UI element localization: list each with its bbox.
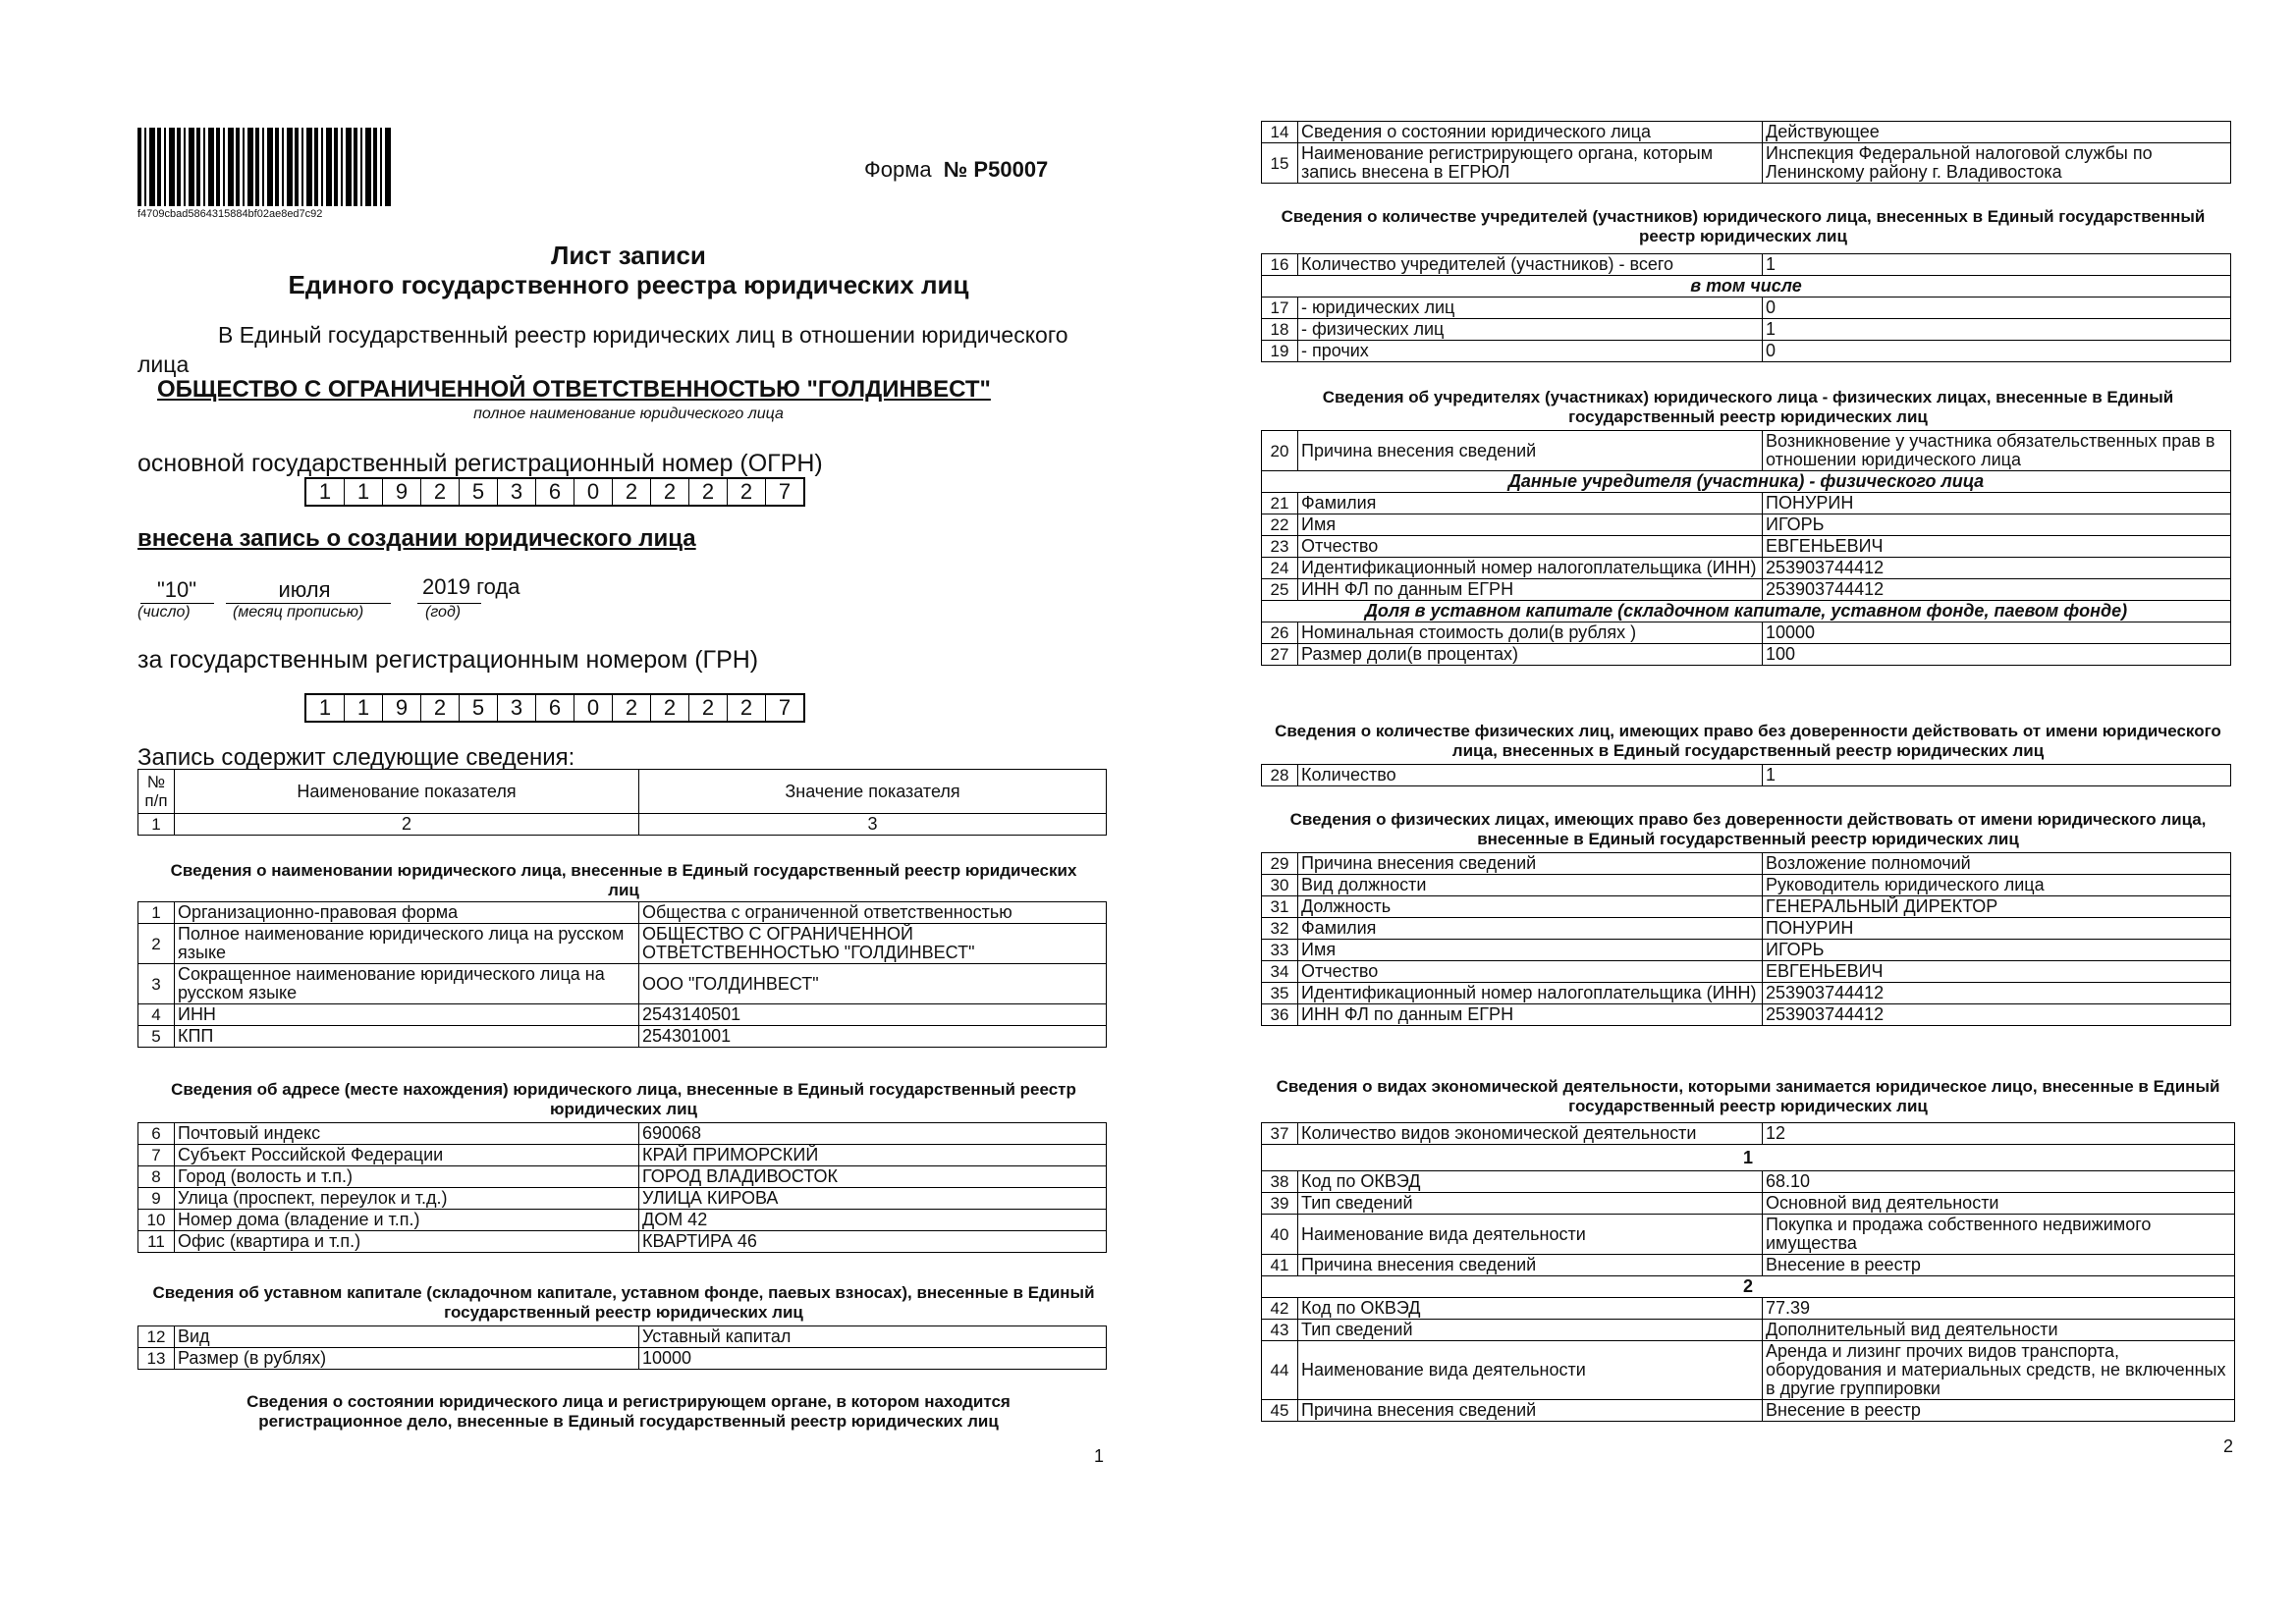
row-value: УЛИЦА КИРОВА (639, 1188, 1107, 1210)
section-reps-count-title: Сведения о количестве физических лиц, имеющих право без доверенности действовать от имени юридического лица, внесенных в Единый государственный реестр юридических лиц (1275, 722, 2221, 760)
capital-table (137, 1325, 1107, 1370)
row-label: Вид (175, 1326, 639, 1348)
row-value: 10000 (1763, 622, 2231, 644)
digit: 0 (574, 695, 613, 721)
share-label: Доля в уставном капитале (складочном капитале, уставном фонде, паевом фонде) (1262, 601, 2231, 622)
row-number: 43 (1262, 1320, 1298, 1341)
row-number: 33 (1262, 940, 1298, 961)
table-row (1262, 558, 2231, 579)
digit: 7 (778, 695, 792, 720)
row-label: Размер доли(в процентах) (1298, 644, 1763, 666)
row-value: 10000 (639, 1348, 1107, 1370)
row-value: ПОНУРИН (1763, 493, 2231, 514)
founder-data-label: Данные учредителя (участника) - физического лица (1262, 471, 2231, 493)
table-row (138, 924, 1107, 964)
header-value: Значение показателя (639, 770, 1107, 814)
table-row (1262, 644, 2231, 666)
row-value: Уставный капитал (639, 1326, 1107, 1348)
row-label: Фамилия (1298, 918, 1763, 940)
table-row (138, 1348, 1107, 1370)
row-number: 36 (1262, 1004, 1298, 1026)
row-label: ИНН (175, 1004, 639, 1026)
date-year: 2019 года (422, 574, 520, 599)
row-value: 253903744412 (1763, 558, 2231, 579)
table-row (1262, 536, 2231, 558)
row-value: 253903744412 (1763, 579, 2231, 601)
row-number: 7 (138, 1145, 175, 1166)
row-number: 41 (1262, 1255, 1298, 1276)
table-row (1262, 918, 2231, 940)
row-value: Дополнительный вид деятельности (1763, 1320, 2235, 1341)
section-address-title: Сведения об адресе (месте нахождения) юридического лица, внесенные в Единый государственный реестр юридических лиц (171, 1080, 1076, 1118)
digit: 3 (498, 695, 536, 721)
digit: 5 (460, 695, 498, 721)
row-value: Возложение полномочий (1763, 853, 2231, 875)
table-row (138, 1026, 1107, 1048)
row-value: КРАЙ ПРИМОРСКИЙ (639, 1145, 1107, 1166)
row-number: 31 (1262, 896, 1298, 918)
row-label: Полное наименование юридического лица на русском языке (175, 924, 639, 964)
row-number: 10 (138, 1210, 175, 1231)
table-row (1262, 961, 2231, 983)
table-row (1262, 875, 2231, 896)
row-value: 77.39 (1763, 1298, 2235, 1320)
row-number: 18 (1262, 319, 1298, 341)
row-value: 1 (1763, 319, 2231, 341)
row-value: 254301001 (639, 1026, 1107, 1048)
row-label: - физических лиц (1298, 319, 1763, 341)
row-value: ОБЩЕСТВО С ОГРАНИЧЕННОЙ ОТВЕТСТВЕННОСТЬЮ "ГОЛДИНВЕСТ" (639, 924, 1107, 964)
row-label: Организационно-правовая форма (175, 902, 639, 924)
row-label: Фамилия (1298, 493, 1763, 514)
digit: 2 (689, 479, 728, 505)
row-value: 0 (1763, 298, 2231, 319)
section-reps-title: Сведения о физических лицах, имеющих право без доверенности действовать от имени юридического лица, внесенные в Единый государственный реестр юридических лиц (1289, 810, 2207, 848)
table-row (1262, 622, 2231, 644)
form-number: Форма № Р50007 (864, 157, 1049, 182)
table-row (1262, 1400, 2235, 1422)
ogrn-label: основной государственный регистрационный номер (ОГРН) (137, 450, 823, 477)
okved-table: 37 Количество видов экономической деятельности 12 1 38 Код по ОКВЭД 68.10 39 Тип сведений Основной вид деятельности 40 Наименование вида деятельности Покупка и продажа собственного недвижимого имущества 41 Причина внесения сведений Внесение в реестр 2 42 Код по ОКВЭД 77.39 43 Тип сведений Дополнительный вид деятельности 44 Наименование вида деятельности Аренда и лизинг прочих видов транспорта, оборудования и материальных средств, не включенных в другие группировки 45 Причина внесения сведений Внесение в реестр (1261, 1122, 2235, 1422)
row-value: Действующее (1763, 122, 2231, 143)
table-row (1262, 514, 2231, 536)
row-label: Отчество (1298, 536, 1763, 558)
name-table (137, 901, 1107, 1048)
title-1: Лист записи (551, 241, 706, 270)
table-row (138, 902, 1107, 924)
row-label: Номинальная стоимость доли(в рублях ) (1298, 622, 1763, 644)
digit: 9 (383, 695, 421, 721)
row-number: 15 (1262, 143, 1298, 184)
row-label: - юридических лиц (1298, 298, 1763, 319)
row-number: 5 (138, 1026, 175, 1048)
table-row (1262, 122, 2231, 143)
row-number: 3 (138, 964, 175, 1004)
row-number: 12 (138, 1326, 175, 1348)
table-row (1262, 1171, 2235, 1193)
table-row (1262, 1193, 2235, 1215)
page-number-2: 2 (2223, 1436, 2234, 1456)
row-value: ЕВГЕНЬЕВИЧ (1763, 536, 2231, 558)
row-label: Наименование вида деятельности (1298, 1215, 1763, 1255)
address-table (137, 1122, 1107, 1253)
intro-1: В Единый государственный реестр юридических лиц в отношении юридического (218, 322, 1068, 348)
row-label: Сведения о состоянии юридического лица (1298, 122, 1763, 143)
grn-label: за государственным регистрационным номером (ГРН) (137, 646, 759, 674)
state-table (1261, 121, 2231, 184)
row-number: 35 (1262, 983, 1298, 1004)
row-value: ИГОРЬ (1763, 940, 2231, 961)
row-number: 4 (138, 1004, 175, 1026)
row-value: Покупка и продажа собственного недвижимого имущества (1763, 1215, 2235, 1255)
row-label: Размер (в рублях) (175, 1348, 639, 1370)
digit: 2 (651, 479, 689, 505)
row-value: ПОНУРИН (1763, 918, 2231, 940)
row-value: 2543140501 (639, 1004, 1107, 1026)
digit: 9 (383, 479, 421, 505)
row-label: Город (волость и т.п.) (175, 1166, 639, 1188)
table-row (1262, 143, 2231, 184)
table-row (1262, 896, 2231, 918)
digit: 7 (778, 479, 792, 504)
row-number: 24 (1262, 558, 1298, 579)
digit: 2 (613, 479, 651, 505)
founders-count-table: 16 Количество учредителей (участников) - всего 1 в том числе 17 - юридических лиц 0 18 - физических лиц 1 19 - прочих 0 (1261, 253, 2231, 362)
day-caption: (число) (137, 604, 191, 621)
row-number: 23 (1262, 536, 1298, 558)
table-row (1262, 1320, 2235, 1341)
section-founders-title: Сведения об учредителях (участниках) юридического лица - физических лицах, внесенные в Единый государственный реестр юридических лиц (1322, 388, 2174, 426)
row-number: 39 (1262, 1193, 1298, 1215)
row-number: 26 (1262, 622, 1298, 644)
company-caption: полное наименование юридического лица (473, 406, 784, 422)
section-okved-title: Сведения о видах экономической деятельности, которыми занимается юридическое лицо, внесенные в Единый государственный реестр юридических лиц (1276, 1077, 2220, 1115)
row-label: Тип сведений (1298, 1320, 1763, 1341)
table-row (138, 1326, 1107, 1348)
row-label: Улица (проспект, переулок и т.д.) (175, 1188, 639, 1210)
row-value: 690068 (639, 1123, 1107, 1145)
row-label: - прочих (1298, 341, 1763, 362)
reps-count-table: 28 Количество 1 (1261, 764, 2231, 786)
row-label: Идентификационный номер налогоплательщика (ИНН) (1298, 983, 1763, 1004)
row-number: 9 (138, 1188, 175, 1210)
row-value: Аренда и лизинг прочих видов транспорта, оборудования и материальных средств, не включенных в другие группировки (1763, 1341, 2235, 1400)
row-number: 17 (1262, 298, 1298, 319)
row-value: Внесение в реестр (1763, 1255, 2235, 1276)
row-label: Офис (квартира и т.п.) (175, 1231, 639, 1253)
table-row (138, 964, 1107, 1004)
row-number: 42 (1262, 1298, 1298, 1320)
digit: 2 (689, 695, 728, 721)
row-number: 6 (138, 1123, 175, 1145)
row-value: 253903744412 (1763, 983, 2231, 1004)
row-label: Идентификационный номер налогоплательщика (ИНН) (1298, 558, 1763, 579)
row-label: Отчество (1298, 961, 1763, 983)
digit: 3 (498, 479, 536, 505)
digit: 1 (306, 479, 345, 505)
header-table: № п/п Наименование показателя Значение показателя 1 2 3 (137, 769, 1107, 836)
record-created: внесена запись о создании юридического лица (137, 525, 696, 552)
row-label: Имя (1298, 514, 1763, 536)
row-number: 25 (1262, 579, 1298, 601)
table-row (1262, 1004, 2231, 1026)
row-value: Общества с ограниченной ответственностью (639, 902, 1107, 924)
header-name: Наименование показателя (175, 770, 639, 814)
table-row (138, 1166, 1107, 1188)
year-caption: (год) (425, 604, 462, 621)
row-value: ИГОРЬ (1763, 514, 2231, 536)
table-row (1262, 579, 2231, 601)
digit: 2 (728, 479, 766, 505)
table-row (1262, 1255, 2235, 1276)
row-number: 11 (138, 1231, 175, 1253)
row-number: 34 (1262, 961, 1298, 983)
row-label: Имя (1298, 940, 1763, 961)
date-month: июля (278, 577, 331, 602)
row-number: 2 (138, 924, 175, 964)
row-number: 1 (138, 902, 175, 924)
table-row (1262, 298, 2231, 319)
row-value: Основной вид деятельности (1763, 1193, 2235, 1215)
table-row (138, 1231, 1107, 1253)
row-label: Причина внесения сведений (1298, 853, 1763, 875)
row-label: Наименование вида деятельности (1298, 1341, 1763, 1400)
row-label: Почтовый индекс (175, 1123, 639, 1145)
section-founders-count-title: Сведения о количестве учредителей (участников) юридического лица, внесенных в Единый государственный реестр юридических лиц (1281, 207, 2206, 245)
title-2: Единого государственного реестра юридических лиц (288, 270, 969, 299)
including-label: в том числе (1262, 276, 2231, 298)
row-value: ГЕНЕРАЛЬНЫЙ ДИРЕКТОР (1763, 896, 2231, 918)
row-label: КПП (175, 1026, 639, 1048)
row-label: Субъект Российской Федерации (175, 1145, 639, 1166)
row-label: Причина внесения сведений (1298, 1255, 1763, 1276)
row-number: 13 (138, 1348, 175, 1370)
ogrn-digits (304, 477, 805, 507)
digit: 1 (345, 479, 383, 505)
row-value: Руководитель юридического лица (1763, 875, 2231, 896)
digit: 1 (306, 695, 345, 721)
month-caption: (месяц прописью) (233, 604, 364, 621)
row-number: 21 (1262, 493, 1298, 514)
row-number: 38 (1262, 1171, 1298, 1193)
row-label: Код по ОКВЭД (1298, 1171, 1763, 1193)
row-number: 14 (1262, 122, 1298, 143)
row-label: ИНН ФЛ по данным ЕГРН (1298, 579, 1763, 601)
row-label: Вид должности (1298, 875, 1763, 896)
digit: 2 (421, 695, 460, 721)
row-value: 68.10 (1763, 1171, 2235, 1193)
table-row (138, 1004, 1107, 1026)
digit: 1 (345, 695, 383, 721)
row-label: Тип сведений (1298, 1193, 1763, 1215)
row-value: КВАРТИРА 46 (639, 1231, 1107, 1253)
row-value: Инспекция Федеральной налоговой службы по Ленинскому району г. Владивостока (1763, 143, 2231, 184)
digit: 2 (651, 695, 689, 721)
row-number: 44 (1262, 1341, 1298, 1400)
table-row (1262, 1215, 2235, 1255)
reps-table (1261, 852, 2231, 1026)
row-label: Наименование регистрирующего органа, которым запись внесена в ЕГРЮЛ (1298, 143, 1763, 184)
row-value: 0 (1763, 341, 2231, 362)
row-number: 19 (1262, 341, 1298, 362)
row-label: Номер дома (владение и т.п.) (175, 1210, 639, 1231)
header-num: № п/п (138, 770, 175, 814)
table-row (1262, 1298, 2235, 1320)
row-value: ДОМ 42 (639, 1210, 1107, 1231)
row-value: Внесение в реестр (1763, 1400, 2235, 1422)
barcode (137, 128, 393, 206)
row-label: Причина внесения сведений (1298, 1400, 1763, 1422)
row-label: Должность (1298, 896, 1763, 918)
table-row (1262, 853, 2231, 875)
digit: 2 (728, 695, 766, 721)
table-row (1262, 983, 2231, 1004)
row-number: 45 (1262, 1400, 1298, 1422)
row-number: 40 (1262, 1215, 1298, 1255)
row-number: 29 (1262, 853, 1298, 875)
section-capital-title: Сведения об уставном капитале (складочном капитале, уставном фонде, паевых взносах), внесенные в Единый государственный реестр юридических лиц (152, 1283, 1095, 1322)
founders-table: 20 Причина внесения сведений Возникновение у участника обязательственных прав в отношении юридического лица Данные учредителя (участника) - физического лица 21 Фамилия ПОНУРИН 22 Имя ИГОРЬ 23 Отчество ЕВГЕНЬЕВИЧ 24 Идентификационный номер налогоплательщика (ИНН) 253903744412 25 ИНН ФЛ по данным ЕГРН 253903744412 Доля в уставном капитале (складочном капитале, уставном фонде, паевом фонде) 26 Номинальная стоимость доли(в рублях ) 10000 27 Размер доли(в процентах) 100 (1261, 430, 2231, 666)
table-row (1262, 493, 2231, 514)
table-row (138, 1210, 1107, 1231)
form-hash: f4709cbad5864315884bf02ae8ed7c92 (137, 208, 323, 220)
row-number: 30 (1262, 875, 1298, 896)
row-label: ИНН ФЛ по данным ЕГРН (1298, 1004, 1763, 1026)
intro-2: лица (137, 352, 190, 377)
table-row (1262, 341, 2231, 362)
digit: 5 (460, 479, 498, 505)
contains-label: Запись содержит следующие сведения: (137, 744, 575, 771)
digit: 2 (421, 479, 460, 505)
digit: 0 (574, 479, 613, 505)
row-label: Код по ОКВЭД (1298, 1298, 1763, 1320)
company-name: ОБЩЕСТВО С ОГРАНИЧЕННОЙ ОТВЕТСТВЕННОСТЬЮ "ГОЛДИНВЕСТ" (157, 376, 991, 403)
page-number-1: 1 (1094, 1446, 1105, 1466)
digit: 6 (536, 479, 574, 505)
table-row (1262, 1341, 2235, 1400)
table-row (138, 1145, 1107, 1166)
table-row (138, 1188, 1107, 1210)
date-day: "10" (156, 577, 197, 602)
section-name-title: Сведения о наименовании юридического лица, внесенные в Единый государственный реестр юридических лиц (170, 861, 1077, 899)
row-value: ООО "ГОЛДИНВЕСТ" (639, 964, 1107, 1004)
section-state-title: Сведения о состоянии юридического лица и регистрирующем органе, в котором находится регистрационное дело, внесенные в Единый государственный реестр юридических лиц (246, 1392, 1011, 1431)
row-value: ЕВГЕНЬЕВИЧ (1763, 961, 2231, 983)
row-number: 32 (1262, 918, 1298, 940)
row-label: Сокращенное наименование юридического лица на русском языке (175, 964, 639, 1004)
digit: 2 (613, 695, 651, 721)
row-number: 8 (138, 1166, 175, 1188)
row-number: 22 (1262, 514, 1298, 536)
table-row (1262, 319, 2231, 341)
row-value: 253903744412 (1763, 1004, 2231, 1026)
row-value: 100 (1763, 644, 2231, 666)
grn-digits (304, 693, 805, 723)
table-row (1262, 940, 2231, 961)
table-row (138, 1123, 1107, 1145)
row-number: 27 (1262, 644, 1298, 666)
row-value: ГОРОД ВЛАДИВОСТОК (639, 1166, 1107, 1188)
digit: 6 (536, 695, 574, 721)
